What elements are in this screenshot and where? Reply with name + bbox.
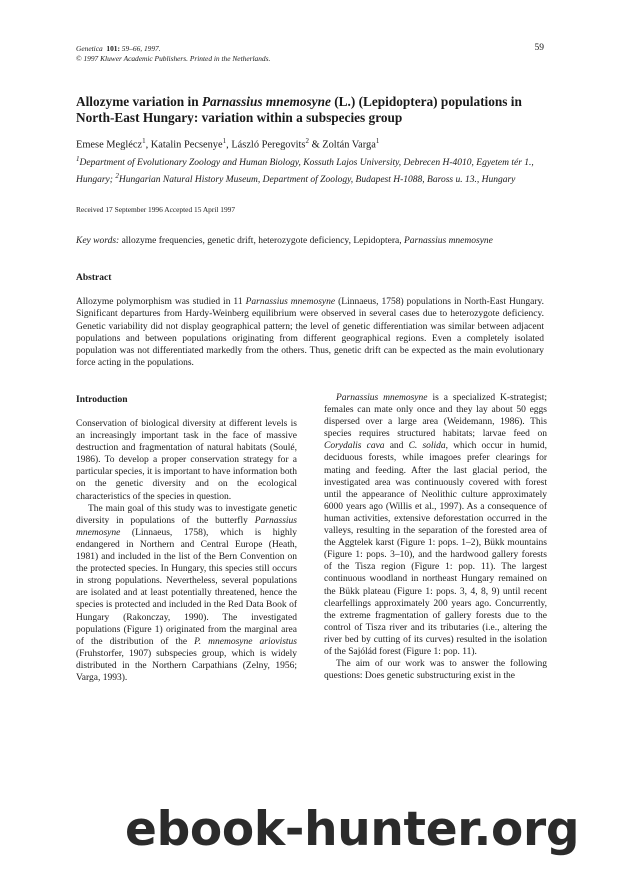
copyright-line: © 1997 Kluwer Academic Publishers. Printed in the Netherlands. [76, 54, 271, 63]
introduction-heading: Introduction [76, 395, 128, 405]
journal-pages: 59–66, 1997. [119, 44, 161, 53]
abstract-text: Allozyme polymorphism was studied in 11 Parnassius mnemosyne (Linnaeus, 1758) populations in North-East Hungary. Significant departures from Hardy-Weinberg equilibrium were observed in several cases due to heterozygote deficiency. Genetic variability did not display geographical pattern; the level of genetic differentiation was similar between adjacent populations and between populations originating from different geographical regions. Even a completely isolated population was not differentiated markedly from the others. Thus, genetic drift can be expected as the main evolutionary force acting in the populations. [76, 297, 544, 369]
author-list: Emese Meglécz$^1$, Katalin Pecsenye$^1$, László Peregovits$^2$ & Zoltán Varga$^1$ [76, 137, 380, 151]
affiliations: $^1$Department of Evolutionary Zoology and Human Biology, Kossuth Lajos University, Debrecen H-4010, Egyetem tér 1., Hungary; $^2$Hungarian Natural History Museum, Department of Zoology, Budapest H-1088, Baross u. 13., Hungary [76, 155, 534, 186]
journal-name: Genetica [76, 44, 103, 53]
journal-citation [76, 44, 270, 64]
journal-volume: 101: [106, 44, 120, 53]
intro-paragraph-4: The aim of our work was to answer the following questions: Does genetic substructuring exist in the [324, 659, 547, 682]
watermark-logo: ebook-hunter.org [125, 802, 580, 857]
paper-title: Allozyme variation in Parnassius mnemosyne (L.) (Lepidoptera) populations in North-East Hungary: variation within a subspecies group [76, 94, 522, 125]
title-species: Parnassius mnemosyne [201, 94, 331, 109]
received-dates: Received 17 September 1996 Accepted 15 April 1997 [76, 205, 236, 214]
abstract-heading: Abstract [76, 273, 112, 283]
intro-paragraph-1: Conservation of biological diversity at different levels is an increasingly important task in the face of massive destruction and fragmentation of natural habitats (Soulé, 1986). To develop a proper conservation strategy for a particular species, it is important to have information both on the genetic diversity and on the ecological characteristics of the species in question. [76, 419, 297, 502]
page-number: 59 [534, 43, 544, 53]
right-column [324, 392, 547, 682]
keywords-line: Key words: allozyme frequencies, genetic drift, heterozygote deficiency, Lepidoptera, Parnassius mnemosyne [76, 236, 493, 246]
intro-paragraph-3: Parnassius mnemosyne is a specialized K-strategist; females can mate only once and they lay about 50 eggs dispersed over a large area (Weidemann, 1986). This species requires structured habitats; larvae feed on Corydalis cava and C. solida, which occur in humid, deciduous forests, while imagoes prefer clearings for mating and feeding. After the last glacial period, the investigated area was continuously covered with forest until the appearance of Neolithic culture approximately 6000 years ago (Willis et al., 1997). As a consequence of human activities, extensive deforestation occurred in the valleys, resulting in the separation of the forested area of the Aggtelek karst (Figure 1: pops. 1–2), Bükk mountains (Figure 1: pops. 3–10), and the hardwood gallery forests of the Tisza region (Figure 1: pop. 11). The largest continuous woodland in northeast Hungary remained on the Bükk plateau (Figure 1: pops. 3, 4, 8, 9) until recent clearfellings approximately 200 years ago. Concurrently, the extreme fragmentation of gallery forests due to the control of Tisza river and its tributaries (i.e., altering the river bed by cutting of its curves) resulted in the isolation of the Sajólád forest (Figure 1: pop. 11). [324, 393, 547, 657]
left-column [76, 418, 297, 684]
keywords-label: Key words: [76, 236, 120, 246]
intro-paragraph-2: The main goal of this study was to investigate genetic diversity in populations of the butterfly Parnassius mnemosyne (Linnaeus, 1758), which is highly endangered in Northern and Central Europe (Heath, 1981) and included in the list of the Bern Convention on the protected species. In Hungary, this species still occurs in strong populations. Nevertheless, several populations are isolated and at least potentially threatened, hence the species is protected and included in the Red Data Book of Hungary (Rakonczay, 1990). The investigated populations (Figure 1) originated from the marginal area of the distribution of the P. mnemosyne ariovistus (Fruhstorfer, 1907) subspecies group, which is widely distributed in the Northern Carpathians (Zelny, 1956; Varga, 1993). [76, 503, 297, 683]
